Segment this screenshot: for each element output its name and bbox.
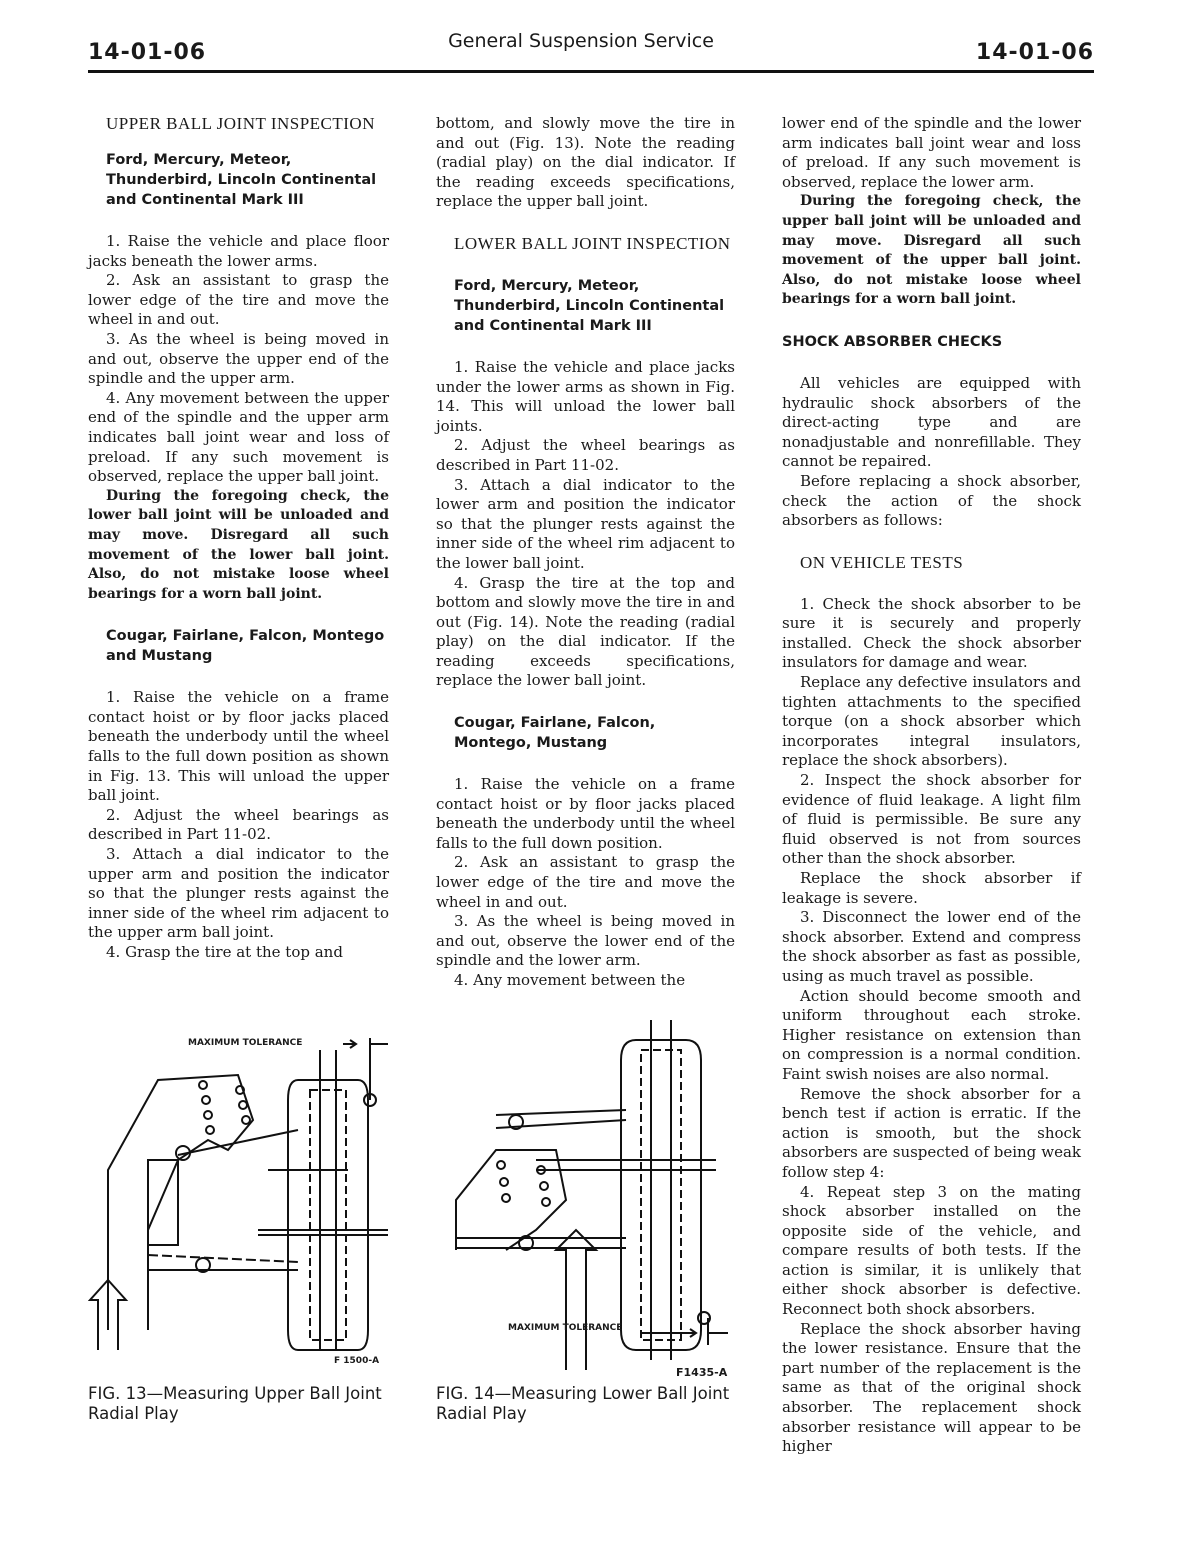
note-paragraph: During the foregoing check, the upper ball joint will be unloaded and may move. Disregard all such movement of the upper ball joint. Also, do not mistake loose wheel bearings for a worn ball joint.	[782, 193, 1081, 308]
paragraph: Replace any defective insulators and tighten attachments to the specified torque (on a shock absorber which incorporates integral insulators, replace the shock absorbers).	[782, 673, 1081, 770]
figure-13-label: MAXIMUM TOLERANCE	[188, 1038, 303, 1048]
figure-13-caption: FIG. 13—Measuring Upper Ball Joint Radial Play	[88, 1384, 382, 1423]
heading-lower-ball-joint: LOWER BALL JOINT INSPECTION	[454, 233, 731, 253]
paragraph: Action should become smooth and uniform throughout each stroke. Higher resistance on extension than on compression is a normal condition. Faint swish noises are also normal.	[782, 986, 1081, 1083]
subheading-cougar-models: Cougar, Fairlane, Falcon, Montego, Mustang	[454, 715, 656, 752]
paragraph: 3. As the wheel is being moved in and out, observe the lower end of the spindle and the lower arm.	[436, 912, 735, 970]
paragraph: 2. Ask an assistant to grasp the lower edge of the tire and move the wheel in and out.	[436, 853, 735, 911]
paragraph: lower end of the spindle and the lower arm indicates ball joint wear and loss of preload. If any such movement is observed, replace the lower arm.	[782, 114, 1081, 191]
heading-on-vehicle-tests: ON VEHICLE TESTS	[800, 552, 964, 572]
paragraph: 1. Raise the vehicle on a frame contact hoist or by floor jacks placed beneath the underbody until the wheel falls to the full down position.	[436, 775, 735, 852]
subheading-cougar-models: Cougar, Fairlane, Falcon, Montego and Mustang	[106, 628, 385, 665]
subheading-ford-models: Ford, Mercury, Meteor, Thunderbird, Lincoln Continental and Continental Mark III	[454, 277, 725, 334]
column-3	[782, 114, 1081, 1457]
page-number-left: 14-01-06	[88, 40, 207, 65]
paragraph: 2. Ask an assistant to grasp the lower edge of the tire and move the wheel in and out.	[88, 271, 389, 329]
paragraph: 4. Any movement between the	[454, 971, 686, 989]
paragraph: 1. Raise the vehicle and place jacks under the lower arms as shown in Fig. 14. This will unload the lower ball joints.	[436, 357, 735, 435]
paragraph: 4. Any movement between the upper end of the spindle and the upper arm indicates ball joint wear and loss of preload. If any such movement is observed, replace the upper ball joint.	[88, 388, 389, 486]
paragraph: Remove the shock absorber for a bench test if action is erratic. If the action is smooth, but the shock absorbers are suspected of being weak follow step 4:	[782, 1084, 1081, 1181]
note-paragraph: During the foregoing check, the lower ball joint will be unloaded and may move. Disregard all such movement of the lower ball joint. Also, do not mistake loose wheel bearings for a worn ball joint.	[88, 487, 389, 602]
figure-13-illustration	[88, 1030, 398, 1360]
heading-shock-absorber-checks: SHOCK ABSORBER CHECKS	[782, 333, 1003, 350]
paragraph: 1. Check the shock absorber to be sure it is securely and properly installed. Check the shock absorber insulators for damage and wear.	[782, 594, 1081, 672]
paragraph: Replace the shock absorber if leakage is severe.	[782, 869, 1081, 907]
paragraph: 1. Raise the vehicle and place floor jacks beneath the lower arms.	[88, 232, 389, 270]
header-rule	[88, 70, 1094, 73]
column-1	[88, 114, 389, 963]
page-number-right: 14-01-06	[975, 40, 1094, 65]
figure-14-caption: FIG. 14—Measuring Lower Ball Joint Radial Play	[436, 1384, 730, 1423]
page-title: General Suspension Service	[448, 30, 714, 52]
paragraph: 3. Disconnect the lower end of the shock absorber. Extend and compress the shock absorber as fast as possible, using as much travel as possible.	[782, 908, 1081, 985]
column-2	[436, 114, 735, 991]
heading-upper-ball-joint: UPPER BALL JOINT INSPECTION	[106, 114, 375, 133]
paragraph: 2. Adjust the wheel bearings as described in Part 11-02.	[436, 436, 735, 474]
figure-14-code: F1435-A	[676, 1366, 728, 1379]
paragraph: bottom, and slowly move the tire in and out (Fig. 13). Note the reading (radial play) on the dial indicator. If the reading exceeds specifications, replace the upper ball joint.	[436, 114, 735, 211]
figure-13-code: F 1500-A	[334, 1356, 380, 1366]
paragraph: Before replacing a shock absorber, check the action of the shock absorbers as follows:	[782, 471, 1081, 530]
paragraph: All vehicles are equipped with hydraulic shock absorbers of the direct-acting type and are nonadjustable and nonrefillable. They cannot be repaired.	[782, 373, 1081, 471]
subheading-ford-models: Ford, Mercury, Meteor, Thunderbird, Lincoln Continental and Continental Mark III	[106, 152, 377, 208]
paragraph: 3. Attach a dial indicator to the lower arm and position the indicator so that the plunger rests against the inner side of the wheel rim adjacent to the lower ball joint.	[436, 475, 735, 572]
paragraph: 2. Adjust the wheel bearings as described in Part 11-02.	[88, 805, 389, 844]
paragraph: 3. Attach a dial indicator to the upper arm and position the indicator so that the plunger rests against the inner side of the wheel rim adjacent to the upper arm ball joint.	[88, 845, 389, 942]
paragraph: 4. Grasp the tire at the top and bottom and slowly move the tire in and out (Fig. 14). Note the reading (radial play) on the dial indicator. If the reading exceeds specifications, replace the lower ball joint.	[436, 573, 735, 690]
page-header	[0, 0, 1200, 80]
paragraph: 4. Grasp the tire at the top and	[106, 943, 343, 961]
paragraph: 4. Repeat step 3 on the mating shock absorber installed on the opposite side of the vehicle, and compare results of both tests. If the action is similar, it is unlikely that either shock absorber is defective. Reconnect both shock absorbers.	[782, 1182, 1081, 1319]
paragraph: 2. Inspect the shock absorber for evidence of fluid leakage. A light film of fluid is permissible. Be sure any fluid observed is not from sources other than the shock absorber.	[782, 771, 1081, 868]
figure-14-label: MAXIMUM TOLERANCE	[508, 1323, 623, 1333]
paragraph: Replace the shock absorber having the lower resistance. Ensure that the part number of the replacement is the same as that of the original shock absorber. The replacement shock absorber resistance will appear to be higher	[782, 1319, 1081, 1456]
paragraph: 1. Raise the vehicle on a frame contact hoist or by floor jacks placed beneath the underbody until the wheel falls to the full down position as shown in Fig. 13. This will unload the upper ball joint.	[88, 688, 389, 805]
paragraph: 3. As the wheel is being moved in and out, observe the upper end of the spindle and the upper arm.	[88, 329, 389, 388]
